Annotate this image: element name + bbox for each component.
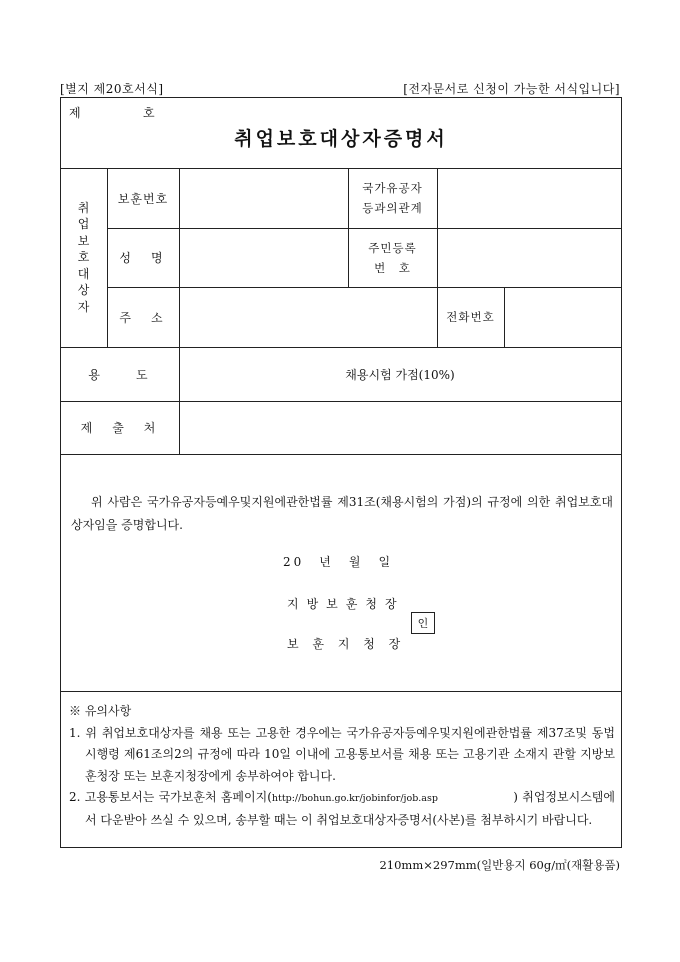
homepage-link[interactable]: http://bohun.go.kr/jobinfor/job.asp	[271, 793, 438, 804]
divider	[61, 454, 621, 455]
name-label: 성 명	[119, 251, 167, 265]
note-item-1: 1. 위 취업보호대상자를 채용 또는 고용한 경우에는 국가유공자등예우및지원에관한법률 제37조및 동법시행령 제61조의2의 규정에 따라 10일 이내에 고용통보서를 채용 또는 고용기관 소재지 관할 지방보훈청장 또는 보훈지청장에게 송부하여야 합니다.	[69, 725, 615, 783]
notes-section	[69, 701, 615, 831]
paper-spec: 210mm×297mm(일반용지 60g/㎡(재활용품)	[379, 858, 620, 872]
form-number: [별지 제20호서식]	[60, 82, 164, 96]
seal-mark: 인	[411, 612, 435, 634]
relation-field[interactable]	[437, 168, 621, 228]
certificate-form	[60, 97, 622, 848]
notes-heading: ※ 유의사항	[69, 704, 132, 718]
note-item-2: 2. 고용통보서는 국가보훈처 홈페이지(http://bohun.go.kr/jobinfor/job.asp ) 취업정보시스템에서 다운받아 쓰실 수 있으며, 송부할 때는 이 취업보호대상자증명서(사본)를 첨부하시기 바랍니다.	[69, 790, 615, 827]
relation-label: 국가유공자 등과의관계	[362, 181, 423, 215]
date-line: 20 년 월 일	[283, 555, 394, 569]
subject-side-label: 취업보호대상자	[77, 200, 91, 314]
address-field[interactable]	[179, 287, 437, 347]
name-field[interactable]	[179, 228, 348, 287]
phone-label: 전화번호	[446, 310, 495, 324]
submit-to-label: 제 출 처	[80, 421, 160, 435]
doc-number-suffix: 호	[143, 106, 155, 120]
office-branch: 보 훈 지 청 장	[287, 637, 406, 651]
doc-number-label: 제	[69, 106, 81, 120]
reg-no-label: 보훈번호	[117, 191, 169, 206]
rrn-label: 주민등록 번 호	[368, 240, 417, 275]
reg-no-field[interactable]	[179, 168, 348, 228]
page-title: 취업보호대상자증명서	[234, 128, 448, 150]
phone-field[interactable]	[504, 287, 621, 347]
office-regional: 지방보훈청장	[287, 597, 405, 611]
electronic-doc-note: [전자문서로 신청이 가능한 서식입니다]	[403, 82, 620, 96]
address-label: 주 소	[119, 310, 167, 325]
rrn-field[interactable]	[437, 228, 621, 287]
submit-to-field[interactable]	[179, 401, 621, 454]
certification-text: 위 사람은 국가유공자등예우및지원에관한법률 제31조(채용시험의 가점)의 규정에 의한 취업보호대상자임을 증명합니다.	[71, 495, 613, 532]
purpose-label: 용 도	[88, 367, 152, 382]
purpose-value: 채용시험 가점(10%)	[345, 367, 455, 382]
divider	[61, 691, 621, 692]
